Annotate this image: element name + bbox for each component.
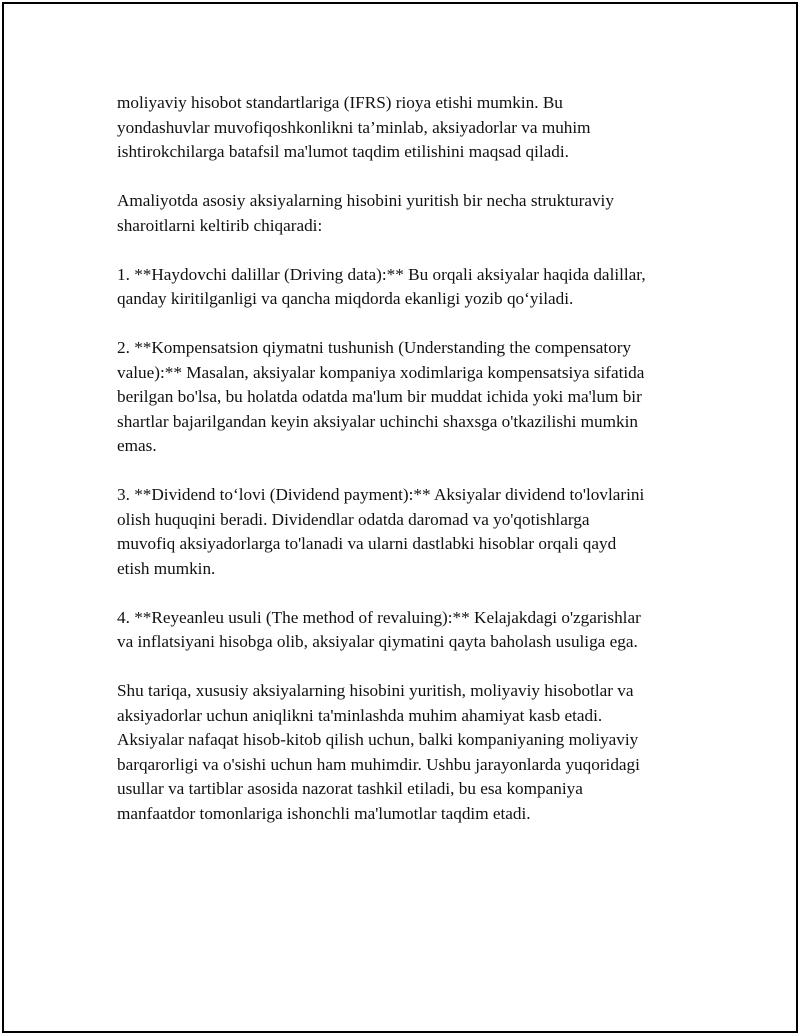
paragraph-structural-conditions: Amaliyotda asosiy aksiyalarning hisobini yuritish bir necha strukturaviy sharoitlarni keltirib chiqaradi: (117, 191, 614, 235)
paragraph-conclusion: Shu tariqa, xususiy aksiyalarning hisobini yuritish, moliyaviy hisobotlar va aksiyadorlar uchun aniqlikni ta'minlashda muhim ahamiyat kasb etadi. Aksiyalar nafaqat hisob-kitob qilish uchun, balki kompaniyaning moliyaviy barqarorligi va o'sishi uchun ham muhimdir. Ushbu jarayonlarda yuqoridagi usullar va tartiblar asosida nazorat tashkil etiladi, bu esa kompaniya manfaatdor tomonlariga ishonchli ma'lumotlar taqdim etadi. (117, 681, 640, 823)
list-item-revaluing-method: 4. **Reyeanleu usuli (The method of revaluing):** Kelajakdagi o'zgarishlar va inflatsiyani hisobga olib, aksiyalar qiymatini qayta baholash usuliga ega. (117, 607, 641, 651)
list-item-dividend-payment: 3. **Dividend to‘lovi (Dividend payment):** Aksiyalar dividend to'lovlarini olish huquqini beradi. Dividendlar odatda daromad va yo'qotishlarga muvofiq aksiyadorlarga to'lanadi va ularni dastlabki hisoblar orqali qayd etish mumkin. (117, 485, 645, 578)
list-item-compensatory-value: 2. **Kompensatsion qiymatni tushunish (Understanding the compensatory value):** Masalan, aksiyalar kompaniya xodimlariga kompensatsiya sifatida berilgan bo'lsa, bu holatda odatda ma'lum bir muddat ichida yoki ma'lum bir shartlar bajarilgandan keyin aksiyalar uchinchi shaxsga o'tkazilishi mumkin emas. (117, 338, 645, 455)
list-item-driving-data: 1. **Haydovchi dalillar (Driving data):** Bu orqali aksiyalar haqida dalillar, qanday kiritilganligi va qancha miqdorda ekanligi yozib qo‘yiladi. (117, 264, 646, 308)
document-body (117, 91, 697, 826)
paragraph-ifrs-intro: moliyaviy hisobot standartlariga (IFRS) rioya etishi mumkin. Bu yondashuvlar muvofiqoshkonlikni ta’minlab, aksiyadorlar va muhim ishtirokchilarga batafsil ma'lumot taqdim etilishini maqsad qiladi. (117, 93, 591, 161)
